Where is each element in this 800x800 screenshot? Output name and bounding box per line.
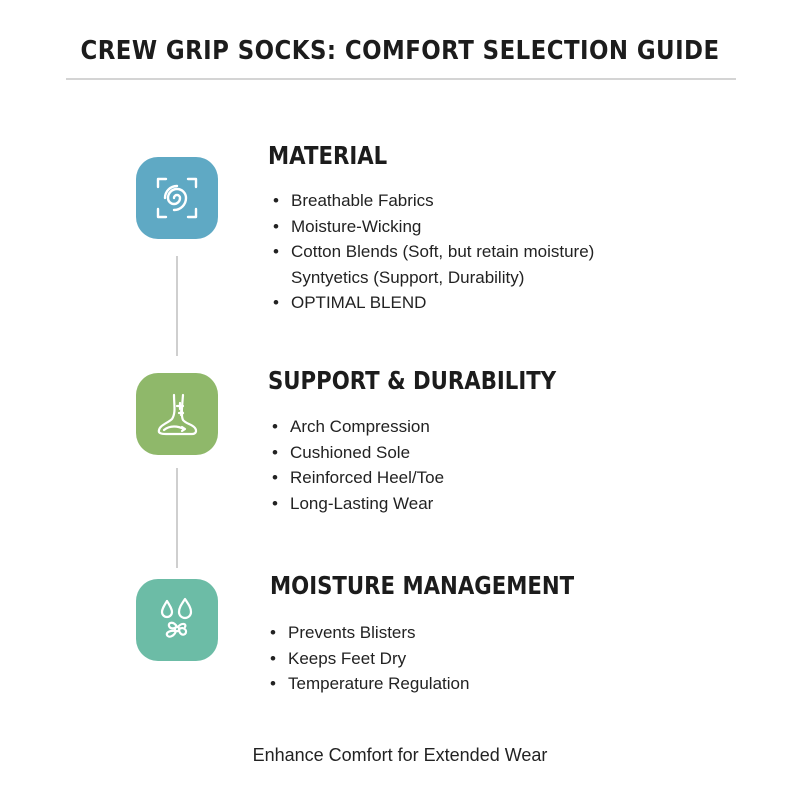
list-item: • Cotton Blends (Soft, but retain moisture) bbox=[273, 239, 594, 265]
foot-support-icon bbox=[152, 389, 202, 439]
list-item: • Long-Lasting Wear bbox=[272, 491, 444, 517]
water-drops-fan-icon bbox=[152, 595, 202, 645]
connector-line-2 bbox=[176, 468, 178, 568]
moisture-list bbox=[270, 620, 469, 697]
list-item: • OPTIMAL BLEND bbox=[273, 290, 594, 316]
moisture-icon-tile bbox=[136, 579, 218, 661]
list-item: • Prevents Blisters bbox=[270, 620, 469, 646]
connector-line-1 bbox=[176, 256, 178, 356]
list-item: • Arch Compression bbox=[272, 414, 444, 440]
list-item: • Moisture-Wicking bbox=[273, 214, 594, 240]
section-heading-moisture: MOISTURE MANAGEMENT bbox=[270, 571, 575, 600]
list-item: • Breathable Fabrics bbox=[273, 188, 594, 214]
footer-tagline: Enhance Comfort for Extended Wear bbox=[252, 745, 548, 765]
support-list bbox=[272, 414, 444, 516]
page-title: CREW GRIP SOCKS: COMFORT SELECTION GUIDE bbox=[80, 36, 720, 66]
support-icon-tile bbox=[136, 373, 218, 455]
section-heading-material: MATERIAL bbox=[268, 141, 388, 170]
fabric-swirl-icon bbox=[152, 173, 202, 223]
list-item: • Reinforced Heel/Toe bbox=[272, 465, 444, 491]
list-item: Syntyetics (Support, Durability) bbox=[291, 267, 525, 287]
material-icon-tile bbox=[136, 157, 218, 239]
list-item: • Keeps Feet Dry bbox=[270, 646, 469, 672]
list-item: • Temperature Regulation bbox=[270, 671, 469, 697]
list-item: • Cushioned Sole bbox=[272, 440, 444, 466]
section-heading-support: SUPPORT & DURABILITY bbox=[268, 366, 557, 395]
material-list bbox=[273, 188, 594, 316]
title-divider bbox=[66, 78, 736, 80]
